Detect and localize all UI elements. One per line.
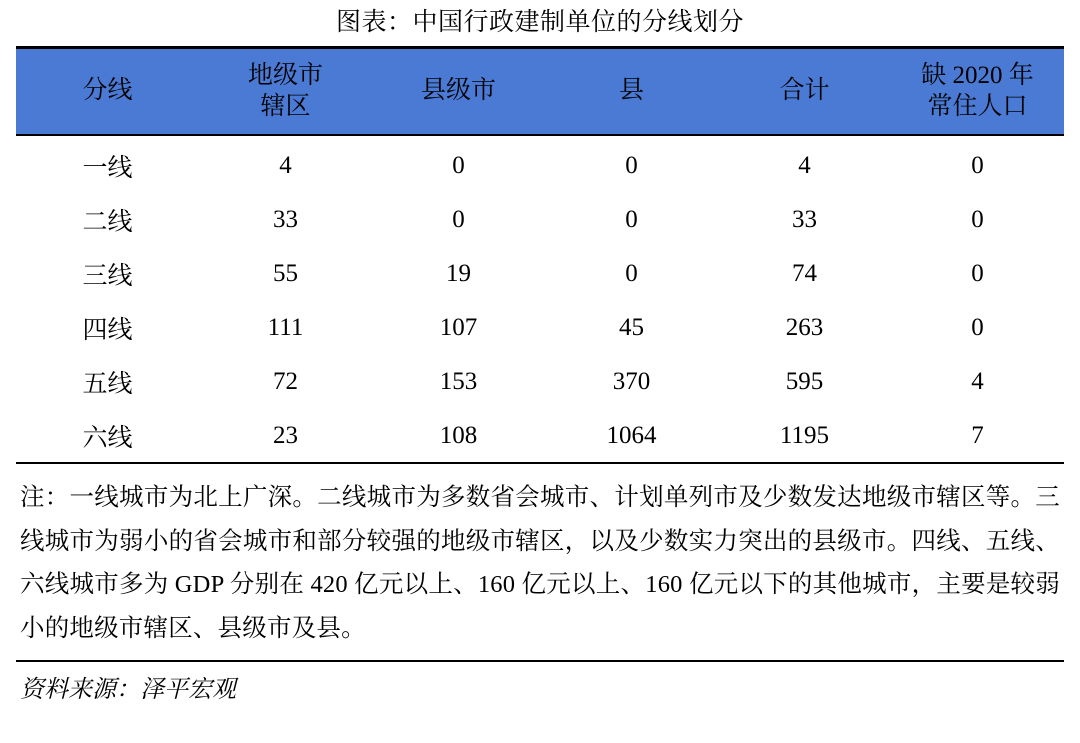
cell-total: 74 bbox=[791, 260, 817, 287]
cell-county-city: 0 bbox=[452, 206, 465, 233]
cell-line: 三线 bbox=[82, 263, 133, 290]
column-header-missing-pop-l2: 常住人口 bbox=[927, 92, 1028, 120]
table-row bbox=[16, 246, 1064, 300]
table-note: 注：一线城市为北上广深。二线城市为多数省会城市、计划单列市及少数发达地级市辖区等。三线城市为弱小的省会城市和部分较强的地级市辖区，以及少数实力突出的县级市。四线、五线、六线城市多为 GDP 分别在 420 亿元以上、160 亿元以上、160 亿元以下的其他城市，主要是较弱小的地级市辖区、县级市及县。 bbox=[20, 484, 1060, 642]
table-body bbox=[16, 136, 1064, 462]
cell-total: 263 bbox=[785, 314, 824, 341]
cell-county: 1064 bbox=[606, 422, 657, 449]
cell-total: 1195 bbox=[779, 422, 829, 449]
cell-line: 一线 bbox=[82, 155, 133, 182]
cell-missing-pop: 7 bbox=[971, 422, 984, 449]
cell-total: 595 bbox=[785, 368, 824, 395]
cell-district: 72 bbox=[273, 368, 298, 395]
cell-missing-pop: 4 bbox=[971, 368, 984, 395]
cell-missing-pop: 0 bbox=[971, 206, 984, 233]
data-table-header bbox=[16, 49, 1064, 134]
cell-district: 111 bbox=[267, 314, 304, 341]
cell-line: 六线 bbox=[82, 425, 133, 452]
cell-county: 0 bbox=[625, 152, 638, 179]
table-row bbox=[16, 300, 1064, 354]
column-header-missing-pop bbox=[891, 49, 1064, 134]
cell-total: 4 bbox=[798, 152, 811, 179]
table-row bbox=[16, 408, 1064, 462]
cell-district: 4 bbox=[279, 152, 292, 179]
cell-line: 二线 bbox=[82, 209, 133, 236]
cell-county-city: 0 bbox=[452, 152, 465, 179]
cell-county-city: 153 bbox=[439, 368, 478, 395]
column-header-missing-pop-l1: 缺 2020 年 bbox=[921, 62, 1034, 89]
table-header-row bbox=[16, 49, 1064, 134]
cell-county-city: 108 bbox=[439, 422, 478, 449]
cell-county-city: 107 bbox=[439, 314, 478, 341]
column-header-district bbox=[199, 49, 372, 134]
cell-missing-pop: 0 bbox=[971, 152, 984, 179]
table-row bbox=[16, 192, 1064, 246]
column-header-county-city bbox=[372, 49, 545, 134]
column-header-total-l1: 合计 bbox=[779, 77, 830, 105]
column-header-line bbox=[16, 49, 199, 134]
cell-county-city: 19 bbox=[445, 260, 471, 287]
column-header-district-l2: 辖区 bbox=[260, 92, 311, 120]
column-header-county bbox=[545, 49, 718, 134]
cell-missing-pop: 0 bbox=[971, 260, 984, 287]
data-table-body bbox=[16, 136, 1064, 462]
cell-line: 五线 bbox=[82, 371, 133, 398]
column-header-total bbox=[718, 49, 891, 134]
column-header-district-l1: 地级市 bbox=[248, 62, 324, 89]
table-row bbox=[16, 136, 1064, 192]
cell-district: 23 bbox=[273, 422, 298, 449]
source-text: 资料来源：泽平宏观 bbox=[20, 677, 236, 704]
cell-missing-pop: 0 bbox=[971, 314, 984, 341]
cell-county: 0 bbox=[625, 206, 638, 233]
cell-total: 33 bbox=[791, 206, 817, 233]
cell-county: 45 bbox=[618, 314, 644, 341]
column-header-county-city-l1: 县级市 bbox=[420, 77, 496, 105]
page-title: 图表：中国行政建制单位的分线划分 bbox=[335, 9, 744, 36]
cell-district: 33 bbox=[273, 206, 298, 233]
cell-line: 四线 bbox=[82, 317, 133, 344]
table-header-band bbox=[16, 46, 1064, 136]
cell-county: 0 bbox=[625, 260, 638, 287]
table-row bbox=[16, 354, 1064, 408]
cell-county: 370 bbox=[612, 368, 651, 395]
column-header-line-l1: 分线 bbox=[82, 77, 133, 105]
column-header-county-l1: 县 bbox=[618, 77, 644, 105]
cell-district: 55 bbox=[273, 260, 298, 287]
